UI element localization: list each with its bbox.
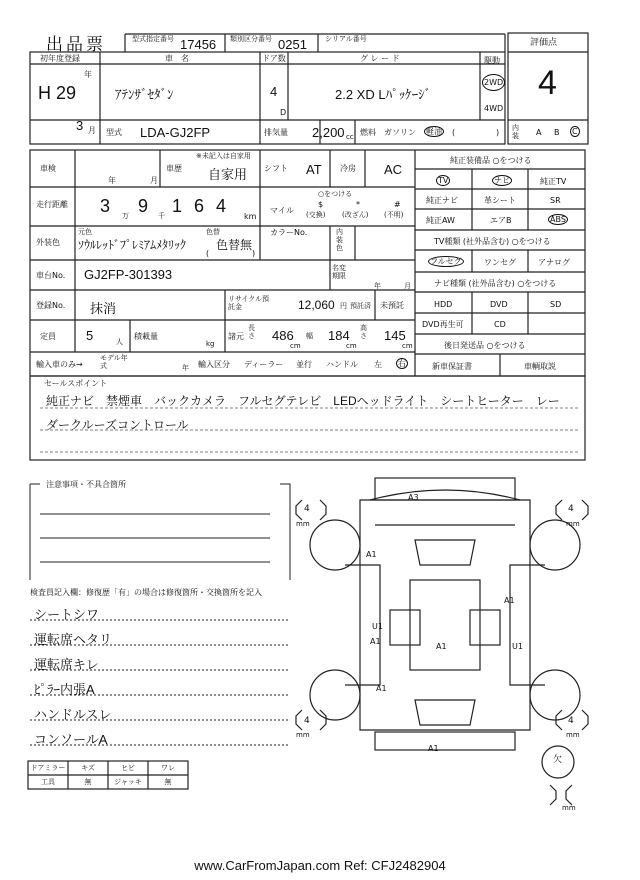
tread-rear-left: 4 <box>304 716 310 726</box>
sales-points-line-1: 純正ナビ 禁煙車 バックカメラ フルセグテレビ LEDヘッドライト シートヒーター レー <box>46 394 560 408</box>
import-class-label: 輸入区分 <box>198 360 230 369</box>
handle-right: 右 <box>398 359 406 368</box>
model-value: LDA-GJ2FP <box>140 125 211 140</box>
damage-mark-3: A1 <box>504 596 515 605</box>
navi-dvd-play: DVD再生可 <box>422 320 464 329</box>
km-unit: km <box>244 212 257 221</box>
color-code-label: カラーNo. <box>270 228 308 237</box>
note-item-3: 運転席キレ <box>34 657 99 672</box>
name-change-year: 年 <box>374 282 381 290</box>
first-reg-year: H 29 <box>38 83 77 103</box>
mileage-digit-3: 1 <box>172 196 183 216</box>
exchange-sym: $ <box>318 200 324 209</box>
equip-aw: 純正AW <box>426 216 455 225</box>
name-change-label: 名変期限 <box>332 264 346 280</box>
class-no-label: 類別区分番号 <box>230 35 272 43</box>
sheet-title: 出品票 <box>46 35 106 54</box>
navi-cd: CD <box>494 320 506 329</box>
mm-rear-left: mm <box>296 731 310 739</box>
tamper-label: (改ざん) <box>342 211 369 219</box>
grade-label: グ レ ー ド <box>360 54 400 63</box>
car-name-label: 車 名 <box>165 54 189 63</box>
color-paren-open: ( <box>206 249 210 258</box>
recycle-label: リサイクル預託金 <box>228 295 270 311</box>
tread-front-right: 4 <box>568 504 574 514</box>
orig-color-label: 元色 <box>78 228 92 236</box>
fuel-label: 燃料 <box>360 128 376 137</box>
fuel-diesel: 軽油 <box>426 127 442 136</box>
mileage-digit-2: 9 <box>138 196 149 216</box>
table-header-mirror: ドアミラー <box>30 764 66 772</box>
sales-points-line-2: ダークルーズコントロール <box>46 418 189 432</box>
inspection-label: 車検 <box>40 164 56 173</box>
damage-mark-2: A1 <box>366 550 377 559</box>
handle-label: ハンドル <box>326 360 358 369</box>
inspection-year: 年 <box>108 176 116 185</box>
table-cell-tools: 工具 <box>41 778 55 786</box>
tamper-sym: * <box>356 200 360 209</box>
color-label: 外装色 <box>36 238 60 247</box>
exchange-label: (交換) <box>306 211 326 219</box>
missing-mark: 欠 <box>553 755 563 765</box>
recycle-status: 預託済 <box>350 302 371 310</box>
model-year-label: モデル年式 <box>100 354 128 370</box>
tv-fullseg: フルセグ <box>430 257 462 266</box>
drive-2wd: 2WD <box>482 74 505 91</box>
width-unit: cm <box>346 342 357 350</box>
car-name: ｱﾃﾝｻﾞｾﾀﾞﾝ <box>115 87 174 102</box>
equip-airbag: エアB <box>490 216 512 225</box>
reg-no-label: 登録No. <box>36 301 66 310</box>
tv-type-label: TV種類 (社外品含む) ○をつける <box>434 237 551 246</box>
recycle-value: 12,060 <box>298 298 335 312</box>
equip-abs: ABS <box>550 215 566 224</box>
fuel-gasoline: ガソリン <box>384 128 416 137</box>
mm-front-left: mm <box>296 520 310 528</box>
load-label: 積載量 <box>134 332 158 341</box>
table-header-scratch: キズ <box>81 764 95 772</box>
doors-label: ドア数 <box>262 54 286 63</box>
table-cell-tools-value: 無 <box>84 778 92 786</box>
later-manual: 車輌取説 <box>524 362 556 371</box>
unknown-sym: # <box>394 200 401 209</box>
mileage-digit-1: 3 <box>100 196 111 216</box>
equip-sr: SR <box>550 196 561 205</box>
table-header-break: ワレ <box>161 764 175 772</box>
score-value: 4 <box>538 64 557 102</box>
navi-type-label: ナビ種類 (社外品含む) ○をつける <box>434 279 557 288</box>
man-unit: 万 <box>122 212 129 220</box>
mm-rear-right: mm <box>566 731 580 739</box>
interior-label: 内装 <box>512 124 519 140</box>
chassis-label: 車台No. <box>36 271 66 280</box>
circle-note: ○をつける <box>318 190 353 198</box>
damage-mark-7: U1 <box>512 642 523 651</box>
equip-std-navi: 純正ナビ <box>426 196 458 205</box>
damage-mark-8: A1 <box>376 684 387 693</box>
equip-leather: 革シート <box>484 196 516 205</box>
sales-points-label: セールスポイント <box>44 379 108 388</box>
interior-a: A <box>536 128 542 137</box>
import-label: 輸入車のみ→ <box>36 360 83 369</box>
first-reg-label: 初年度登録 <box>40 54 80 63</box>
parallel-option: 並行 <box>296 360 312 369</box>
drive-label: 駆動 <box>484 56 500 65</box>
table-header-crack: ヒビ <box>121 764 135 772</box>
history-value: 自家用 <box>208 167 248 182</box>
tv-analog: アナログ <box>538 258 570 267</box>
interior-color-label: 内装色 <box>336 228 343 252</box>
navi-sd: SD <box>550 300 562 309</box>
footer-watermark: www.CarFromJapan.com Ref: CFJ2482904 <box>194 858 446 873</box>
door-type: D <box>280 108 287 117</box>
mm-spare: mm <box>562 804 576 812</box>
recycle-unit: 円 <box>340 302 347 310</box>
reg-no-value: 抹消 <box>90 301 117 316</box>
note-item-4: ﾋﾟﾗｰ内張A <box>34 682 95 697</box>
note-item-1: シートシワ <box>34 607 100 622</box>
tread-rear-right: 4 <box>568 716 574 726</box>
drive-4wd: 4WD <box>484 104 504 113</box>
note-item-5: ハンドルスレ <box>34 707 112 722</box>
length-value: 486 <box>272 328 294 343</box>
shift-value: AT <box>306 162 322 177</box>
month-suffix: 月 <box>88 126 96 135</box>
equip-std-tv: 純正TV <box>540 177 567 186</box>
mile-label: マイル <box>270 206 294 215</box>
damage-mark-4: U1 <box>372 622 383 631</box>
height-value: 145 <box>384 328 406 343</box>
paren-open: ( <box>452 128 456 137</box>
recycle-none: 未預託 <box>380 301 404 310</box>
length-label: 長さ <box>248 324 255 340</box>
later-label: 後日発送品 ○をつける <box>444 341 526 350</box>
navi-dvd: DVD <box>490 300 508 309</box>
note-item-2: 運転席ヘタリ <box>34 632 113 647</box>
capacity-value: 5 <box>86 328 94 343</box>
equip-label: 純正装備品 ○をつける <box>450 156 532 165</box>
orig-color-value: ｿｳﾙﾚｯﾄﾞﾌﾟﾚﾐｱﾑﾒﾀﾘｯｸ <box>78 238 187 252</box>
length-unit: cm <box>290 342 301 350</box>
handle-left: 左 <box>374 360 382 369</box>
tv-oneseg: ワンセグ <box>484 258 516 267</box>
width-label: 幅 <box>306 332 313 340</box>
notes-label: 注意事項・不具合箇所 <box>46 480 126 489</box>
history-label: 車歴 <box>166 164 182 173</box>
chassis-value: GJ2FP-301393 <box>84 267 173 282</box>
unknown-label: (不明) <box>384 211 404 219</box>
ac-label: 冷房 <box>340 164 356 173</box>
later-warranty: 新車保証書 <box>432 362 472 371</box>
history-note: ※未記入は自家用 <box>196 152 251 160</box>
paren-close: ) <box>496 128 500 137</box>
grade-value: 2.2 XD Lﾊﾟｯｹｰｼﾞ <box>335 87 432 102</box>
inspection-month: 月 <box>150 176 158 185</box>
color-paren-close: ) <box>252 249 256 258</box>
sen-unit: 千 <box>158 212 165 220</box>
cc-unit: cc <box>346 133 354 141</box>
interior-b: B <box>554 128 560 137</box>
displacement-value: 2,200 <box>312 125 345 140</box>
model-no-label: 型式指定番号 <box>132 35 174 43</box>
color-change-label: 色替 <box>206 228 220 236</box>
damage-mark-6: A1 <box>436 642 447 651</box>
damage-mark-5: A1 <box>370 637 381 646</box>
dealer-option: ディーラー <box>244 360 284 369</box>
score-label: 評価点 <box>530 38 558 48</box>
equip-tv: TV <box>438 176 449 185</box>
load-unit: kg <box>206 340 215 348</box>
capacity-label: 定員 <box>40 332 56 341</box>
damage-mark-9: A1 <box>428 744 439 753</box>
interior-c: C <box>572 127 578 136</box>
mileage-digit-4: 6 <box>194 196 205 216</box>
shift-label: シフト <box>264 164 288 173</box>
displacement-label: 排気量 <box>264 128 288 137</box>
color-change-value: 色替無 <box>216 238 253 252</box>
table-cell-jack-value: 無 <box>164 778 172 786</box>
mileage-label: 走行距離 <box>36 200 68 209</box>
model-year-unit: 年 <box>182 364 189 372</box>
table-cell-jack: ジャッキ <box>114 778 142 786</box>
mm-front-right: mm <box>566 520 580 528</box>
doors-value: 4 <box>270 84 278 99</box>
note-item-6: コンソールA <box>34 732 108 747</box>
height-unit: cm <box>402 342 413 350</box>
serial-label: シリアル番号 <box>325 35 367 43</box>
year-suffix: 年 <box>84 70 92 79</box>
ac-value: AC <box>384 162 403 177</box>
class-no-value: 0251 <box>278 37 307 52</box>
first-reg-month: 3 <box>76 118 84 133</box>
tread-front-left: 4 <box>304 504 310 514</box>
model-label: 型式 <box>106 128 122 137</box>
damage-mark-1: A3 <box>408 493 419 502</box>
width-value: 184 <box>328 328 350 343</box>
mileage-digit-5: 4 <box>216 196 227 216</box>
height-label: 高さ <box>360 324 367 340</box>
model-no-value: 17456 <box>180 37 217 52</box>
capacity-unit: 人 <box>116 338 123 346</box>
equip-navi: ナビ <box>494 176 510 185</box>
navi-hdd: HDD <box>434 300 453 309</box>
inspector-label: 検査員記入欄：修復歴「有」の場合は修復箇所・交換箇所を記入 <box>30 588 262 597</box>
dims-label: 諸元 <box>228 332 244 341</box>
name-change-month: 月 <box>404 282 411 290</box>
